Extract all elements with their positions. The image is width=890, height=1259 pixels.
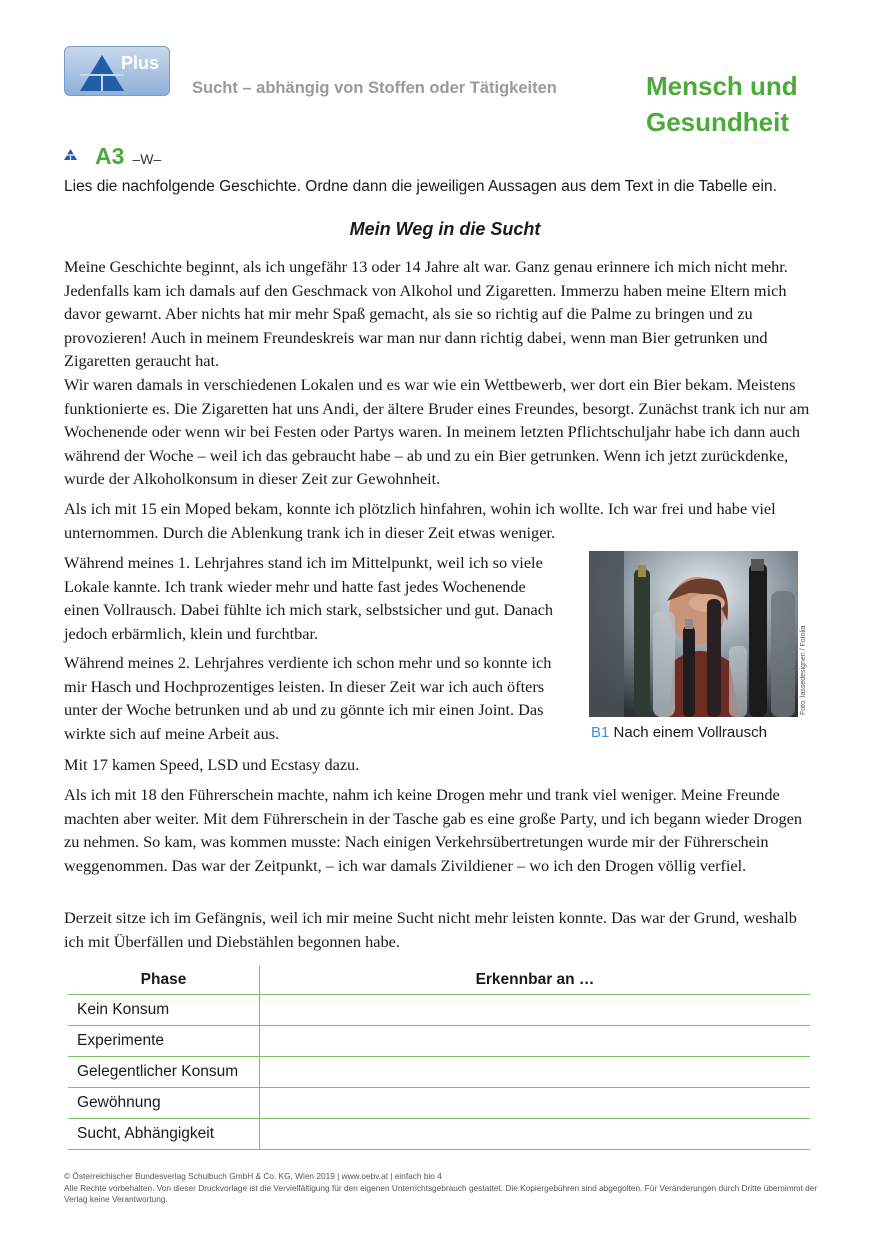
domain-title (646, 68, 798, 140)
table-row (68, 1088, 810, 1119)
story-paragraph: Als ich mit 18 den Führerschein machte, nahm ich keine Drogen mehr und trank viel weniger. Meine Freunde machten aber weiter. Mit dem Führerschein in der Tasche gab es eine große Party, und ich begann wieder Drogen zu nehmen. So kam, was kommen musste: Nach einigen Verkehrsübertretungen wurde mir der Führerschein weggenommen. Das war der Zeitpunkt, – ich war damals Zivildiener – wo ich den Drogen völlig verfiel. (64, 785, 803, 875)
domain-title-line2: Gesundheit (646, 107, 790, 137)
table-row (68, 1119, 810, 1150)
table-row (68, 995, 810, 1026)
answer-cell[interactable] (260, 1026, 811, 1057)
story-paragraph: Als ich mit 15 ein Moped bekam, konnte ich plötzlich hinfahren, wohin ich wollte. Ich war frei und habe viel unternommen. Durch die Ablenkung trank ich in dieser Zeit etwas weniger. (64, 499, 776, 542)
page-subtitle: Sucht – abhängig von Stoffen oder Tätigkeiten (192, 79, 557, 97)
header-evidence: Erkennbar an … (260, 966, 811, 995)
figure-caption-text: Nach einem Vollrausch (613, 724, 767, 741)
table-row (68, 1057, 810, 1088)
photo-credit: Foto: lassedesignen / Fotolia (800, 625, 807, 715)
task-level: –W– (132, 151, 162, 167)
figure-caption (591, 724, 767, 741)
level-triangle-icon (64, 149, 77, 160)
plus-logo (64, 46, 170, 96)
figure-label: B1 (591, 724, 610, 741)
copyright-footer (64, 1171, 824, 1206)
footer-line-1: © Österreichischer Bundesverlag Schulbuch GmbH & Co. KG, Wien 2019 | www.oebv.at | einfach bio 4 (64, 1171, 442, 1181)
table-row (68, 1026, 810, 1057)
task-heading (64, 143, 161, 170)
answer-cell[interactable] (260, 1119, 811, 1150)
phase-cell: Experimente (68, 1026, 260, 1057)
logo-label: Plus (121, 53, 160, 73)
task-instruction: Lies die nachfolgende Geschichte. Ordne dann die jeweiligen Aussagen aus dem Text in die Tabelle ein. (64, 178, 777, 195)
footer-line-2: Alle Rechte vorbehalten. Von dieser Druckvorlage ist die Vervielfältigung für den eigenen Unterrichtsgebrauch gestattet. Die Kopiergebühren sind abgegolten. Für Veränderungen durch Dritte übernimmt der Verlag keine Verantwortung. (64, 1182, 818, 1205)
triangle-logo-icon (79, 53, 125, 93)
phase-cell: Sucht, Abhängigkeit (68, 1119, 260, 1150)
phase-cell: Gelegentlicher Konsum (68, 1057, 260, 1088)
answer-cell[interactable] (260, 995, 811, 1026)
story-paragraph: Während meines 2. Lehrjahres verdiente ich schon mehr und so konnte ich mir Hasch und Hochprozentiges leisten. In dieser Zeit war ich auch öfters unter der Woche betrunken und ab und zu gönnte ich mir einen Joint. Das wirkte sich auf meine Arbeit aus. (64, 653, 552, 743)
story-paragraph: Meine Geschichte beginnt, als ich ungefähr 13 oder 14 Jahre alt war. Ganz genau erinnere ich mich nicht mehr. Jedenfalls kam ich damals auf den Geschmack von Alkohol und Zigaretten. Immerzu haben meine Eltern mich davor gewarnt. Aber nichts hat mir mehr Spaß gemacht, als sie so richtig auf die Palme zu bringen und zu provozieren! Auch in meinem Freundeskreis war man nur dann richtig dabei, wenn man Bier getrunken und Zigaretten geraucht hat. (64, 257, 788, 371)
table-header-row (68, 966, 810, 995)
story-title: Mein Weg in die Sucht (349, 219, 541, 239)
story-paragraph: Wir waren damals in verschiedenen Lokalen und es war wie ein Wettbewerb, wer dort ein Bier bekam. Meistens funktionierte es. Die Zigaretten hat uns Andi, der ältere Bruder eines Freundes, besorgt. Zunächst trank ich nur am Wochenende oder wenn wir bei Festen oder Partys waren. In meinem letzten Pflichtschuljahr habe ich dann auch während der Woche – weil ich das gebraucht habe – ab und zu ein Bier getrunken. Wenn ich jetzt zurückdenke, wurde der Alkoholkonsum in dieser Zeit zur Gewohnheit. (64, 375, 810, 489)
header-phase: Phase (68, 966, 260, 995)
story-paragraph: Derzeit sitze ich im Gefängnis, weil ich mir meine Sucht nicht mehr leisten konnte. Das war der Grund, weshalb ich mit Überfällen und Diebstählen begonnen habe. (64, 908, 797, 951)
story-paragraph: Während meines 1. Lehrjahres stand ich im Mittelpunkt, weil ich so viele Lokale kannte. Ich trank wieder mehr und hatte fast jedes Wochenende einen Vollrausch. Dabei fühlte ich mich stark, selbstsicher und gut. Danach jedoch erbärmlich, klein und furchtbar. (64, 553, 554, 643)
answer-cell[interactable] (260, 1057, 811, 1088)
phase-table (68, 966, 810, 1150)
domain-title-line1: Mensch und (646, 71, 798, 101)
phase-cell: Gewöhnung (68, 1088, 260, 1119)
photo-woman-with-bottles (589, 551, 798, 717)
answer-cell[interactable] (260, 1088, 811, 1119)
phase-cell: Kein Konsum (68, 995, 260, 1026)
task-number: A3 (95, 143, 125, 169)
story-paragraph: Mit 17 kamen Speed, LSD und Ecstasy dazu. (64, 755, 360, 774)
